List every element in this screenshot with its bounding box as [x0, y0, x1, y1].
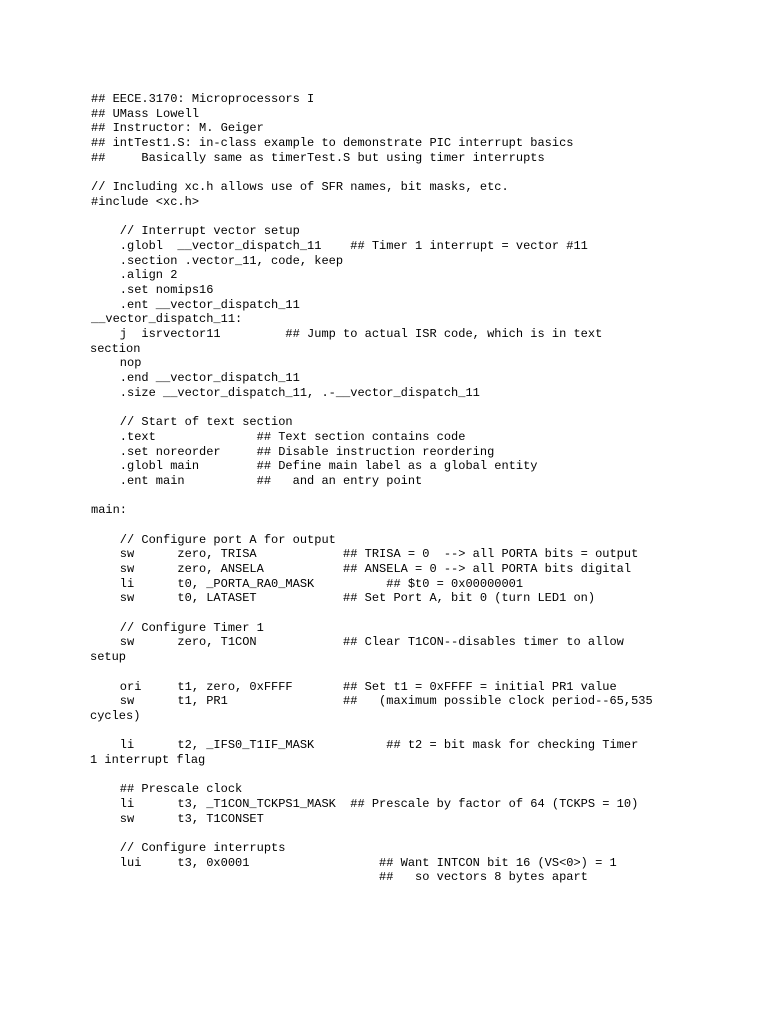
code-line: li t2, _IFS0_T1IF_MASK ## t2 = bit mask for checking Timer — [91, 738, 639, 753]
code-line: #include <xc.h> — [91, 194, 200, 209]
code-line: // Interrupt vector setup — [91, 224, 300, 239]
code-line: // Configure Timer 1 — [91, 620, 264, 635]
code-line: ## UMass Lowell — [91, 106, 200, 121]
code-line: .ent __vector_dispatch_11 — [91, 297, 300, 312]
wrapped-line: 1 interrupt flag — [90, 752, 206, 767]
blank-line — [91, 724, 691, 739]
code-line: .text ## Text section contains code — [91, 429, 466, 444]
blank-line — [91, 489, 691, 504]
code-line: .section .vector_11, code, keep — [91, 253, 344, 268]
code-line: ## Prescale clock — [91, 782, 243, 797]
code-line: li t3, _T1CON_TCKPS1_MASK ## Prescale by factor of 64 (TCKPS = 10) — [91, 797, 639, 811]
code-line: ## Instructor: M. Geiger — [91, 121, 264, 136]
code-line: sw t1, PR1 ## (maximum possible clock period--65,535 — [91, 694, 653, 709]
blank-line — [91, 210, 691, 225]
code-line: .globl __vector_dispatch_11 ## Timer 1 interrupt = vector #11 — [91, 238, 588, 253]
code-line: __vector_dispatch_11: — [91, 312, 243, 327]
code-line: .align 2 — [91, 268, 178, 283]
code-line: // Configure interrupts — [91, 841, 286, 856]
code-line: .end __vector_dispatch_11 — [91, 371, 300, 386]
blank-line — [91, 165, 691, 180]
code-line: ## Basically same as timerTest.S but using timer interrupts — [91, 150, 545, 165]
code-line: // Start of text section — [91, 415, 293, 430]
blank-line — [91, 606, 691, 621]
code-line: sw t0, LATASET ## Set Port A, bit 0 (turn LED1 on) — [91, 591, 596, 606]
code-line: // Including xc.h allows use of SFR names, bit masks, etc. — [91, 180, 509, 195]
code-line: .set noreorder ## Disable instruction reordering — [91, 444, 495, 459]
code-line: li t0, _PORTA_RA0_MASK ## $t0 = 0x00000001 — [91, 576, 524, 591]
wrapped-line: section — [90, 341, 141, 356]
code-line: .set nomips16 — [91, 282, 214, 297]
code-line: // Configure port A for output — [91, 532, 336, 547]
code-line: .globl main ## Define main label as a global entity — [91, 459, 538, 474]
code-line: j isrvector11 ## Jump to actual ISR code, which is in text — [91, 327, 603, 341]
code-line: ori t1, zero, 0xFFFF ## Set t1 = 0xFFFF = initial PR1 value — [91, 679, 617, 694]
code-line: sw t3, T1CONSET — [91, 811, 264, 826]
blank-line — [91, 518, 691, 533]
code-line: ## so vectors 8 bytes apart — [91, 870, 588, 885]
code-line: lui t3, 0x0001 ## Want INTCON bit 16 (VS<0>) = 1 — [91, 855, 617, 870]
blank-line — [91, 400, 691, 415]
wrapped-line: setup — [90, 650, 127, 665]
code-line: nop — [91, 356, 142, 371]
blank-line — [91, 665, 691, 680]
code-line: ## EECE.3170: Microprocessors I — [91, 92, 315, 106]
wrapped-line: cycles) — [90, 708, 141, 723]
code-line: sw zero, ANSELA ## ANSELA = 0 --> all PORTA bits digital — [91, 562, 632, 576]
code-line: sw zero, T1CON ## Clear T1CON--disables timer to allow — [91, 635, 624, 650]
code-line: sw zero, TRISA ## TRISA = 0 --> all PORTA bits = output — [91, 547, 639, 562]
code-line: .ent main ## and an entry point — [91, 473, 423, 488]
code-line: .size __vector_dispatch_11, .-__vector_dispatch_11 — [91, 385, 480, 400]
code-line: main: — [91, 503, 128, 518]
blank-line — [91, 826, 691, 841]
source-code-listing — [91, 92, 691, 885]
blank-line — [91, 768, 691, 783]
code-line: ## intTest1.S: in-class example to demonstrate PIC interrupt basics — [91, 136, 574, 151]
